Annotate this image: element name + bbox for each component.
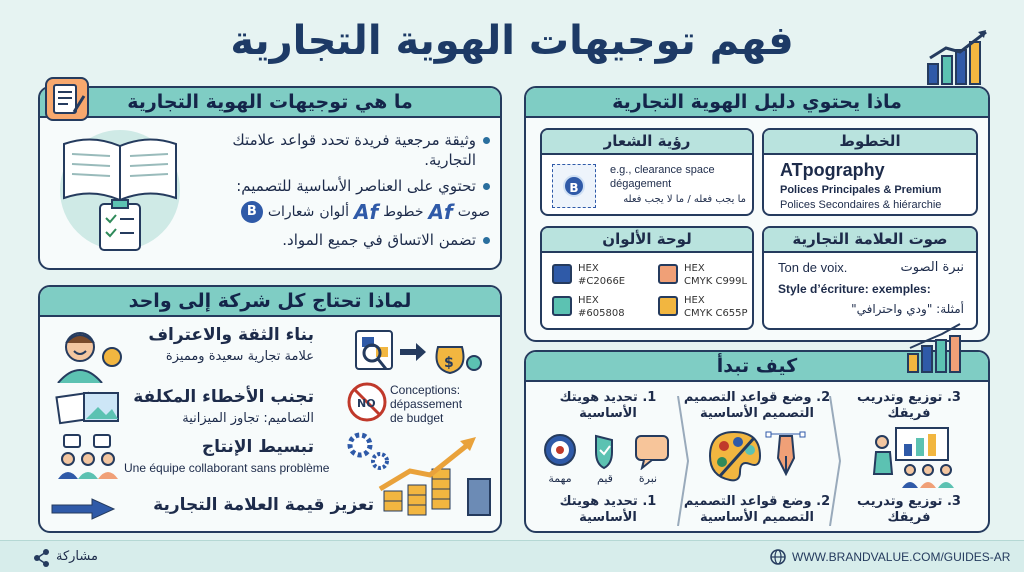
cmyk-value: CMYK C999L [684,276,748,287]
trust-title: بناء الثقة والاعتراف [148,325,314,345]
swatch-blue [552,264,572,284]
streamline-subtitle: Une équipe collaborant sans problème [124,461,330,475]
budget-note-line: de budget [390,411,444,425]
writing-style: Style d’écriture: exemples: [778,282,931,296]
list-item: وثيقة مرجعية فريدة تحدد قواعد علامتك التجارية. [190,130,490,170]
no-text: NO [357,397,376,410]
logo-card [540,128,754,216]
streamline-title: تبسيط الإنتاج [201,437,314,457]
book-checklist-icon [54,124,190,254]
no-budget-icon [346,381,388,423]
website-link[interactable]: WWW.BRANDVALUE.COM/GUIDES-AR [792,550,1011,564]
step-3-title: 3. توزيع وتدريب فريقك [857,390,961,421]
why-panel [38,285,502,533]
hex-value: #605808 [578,308,625,319]
svg-text:$: $ [444,355,454,371]
step-2-title: 2. وضع قواعد التصميم التصميم الأساسية [683,390,831,421]
brand-value-title: تعزيز قيمة العلامة التجارية [153,495,374,515]
primary-fonts: Polices Principales & Premium [780,184,942,196]
budget-note [390,383,462,425]
brand-voice-card [762,226,978,330]
avoid-errors-subtitle: التصاميم: تجاوز الميزانية [182,411,314,426]
what-is-heading: ما هي توجيهات الهوية التجارية [40,88,500,118]
what-is-panel [38,86,502,270]
what-is-list [190,130,490,250]
how-to-start-panel [524,350,990,533]
page-title: فهم توجيهات الهوية التجارية [230,18,794,64]
clearance-note: e.g., clearance space [610,164,715,176]
hex-label: HEX [684,295,705,306]
brand-voice-heading: صوت العلامة التجارية [764,228,976,253]
typography-sample: ATpography [780,160,885,180]
hex-label: HEX [578,263,599,274]
hex-value: #C2066E [578,276,626,287]
share-icon[interactable] [34,549,50,567]
swatch-teal [552,296,572,316]
clearance-logo-icon: B [552,164,596,208]
guide-contents-heading: ماذا يحتوي دليل الهوية التجارية [526,88,988,118]
fonts-heading: الخطوط [764,130,976,155]
budget-note-line: Conceptions: [390,383,461,397]
step-2-caption: 2. وضع قواعد التصميم التصميم الأساسية [683,494,831,525]
fonts-card [762,128,978,216]
arrow-right-icon [50,497,116,521]
why-heading: لماذا تحتاج كل شركة إلى واحد [40,287,500,317]
fonts-label: خطوط [383,204,424,220]
tone-of-voice-ar: نبرة الصوت [900,260,964,275]
how-to-start-heading: كيف تبدأ [526,352,988,382]
analysis-money-icon [354,327,492,377]
palette-card [540,226,754,330]
tone-label: نبرة [638,472,658,485]
step-1-caption: 1. تحديد هويتك الأساسية [559,494,657,525]
list-item: تضمن الاتساق في جميع المواد. [190,230,490,250]
dos-donts: ما يجب فعله / ما لا يجب فعله [623,194,746,205]
step-3-caption: 3. توزيع وتدريب فريقك [857,494,961,525]
logo-heading: رؤية الشعار [542,130,752,155]
swatch-orange [658,264,678,284]
presentation-team-icon [870,424,970,492]
avoid-errors-title: تجنب الأخطاء المكلفة [133,387,314,407]
logo-b-icon: B [241,201,263,223]
color-font-icon: Af [353,200,379,224]
identity-icons [544,430,674,470]
share-label[interactable]: مشاركة [56,549,98,564]
mission-label: مهمة [548,472,572,485]
clearance-note-fr: dégagement [610,178,672,190]
photos-icon [54,387,124,431]
footer [0,540,1024,572]
budget-note-line: dépassement [390,397,463,411]
hex-label: HEX [578,295,599,306]
globe-icon [770,549,786,565]
checklist-edit-icon [44,76,90,122]
guide-contents-panel [524,86,990,342]
voice-examples: أمثلة: "ودي واحترافي" [851,302,964,316]
trust-subtitle: علامة تجارية سعيدة ومميزة [165,349,314,364]
palette-pen-icon [706,428,806,484]
bar-chart-icon [906,322,966,374]
font-icon: Af [428,200,453,224]
hex-label: HEX [684,263,705,274]
team-icon [54,433,124,481]
growth-chart-icon [924,28,996,86]
swatch-gold [658,296,678,316]
happy-person-icon [54,327,124,383]
growth-coins-icon [340,429,500,525]
colors-label: ألوان [319,204,349,220]
values-label: قيم [597,472,613,485]
tone-of-voice: Ton de voix. [778,260,848,275]
step-1-title: 1. تحديد هويتك الأساسية [559,390,657,421]
logos-label: شعارات [267,204,315,220]
voice-label: صوت [457,204,490,220]
cmyk-value: CMYK C655P [684,308,748,319]
list-item: تحتوي على العناصر الأساسية للتصميم: [190,176,490,196]
secondary-fonts: Polices Secondaires & hiérarchie [780,199,942,211]
design-elements-row [190,200,490,224]
palette-heading: لوحة الألوان [542,228,752,253]
